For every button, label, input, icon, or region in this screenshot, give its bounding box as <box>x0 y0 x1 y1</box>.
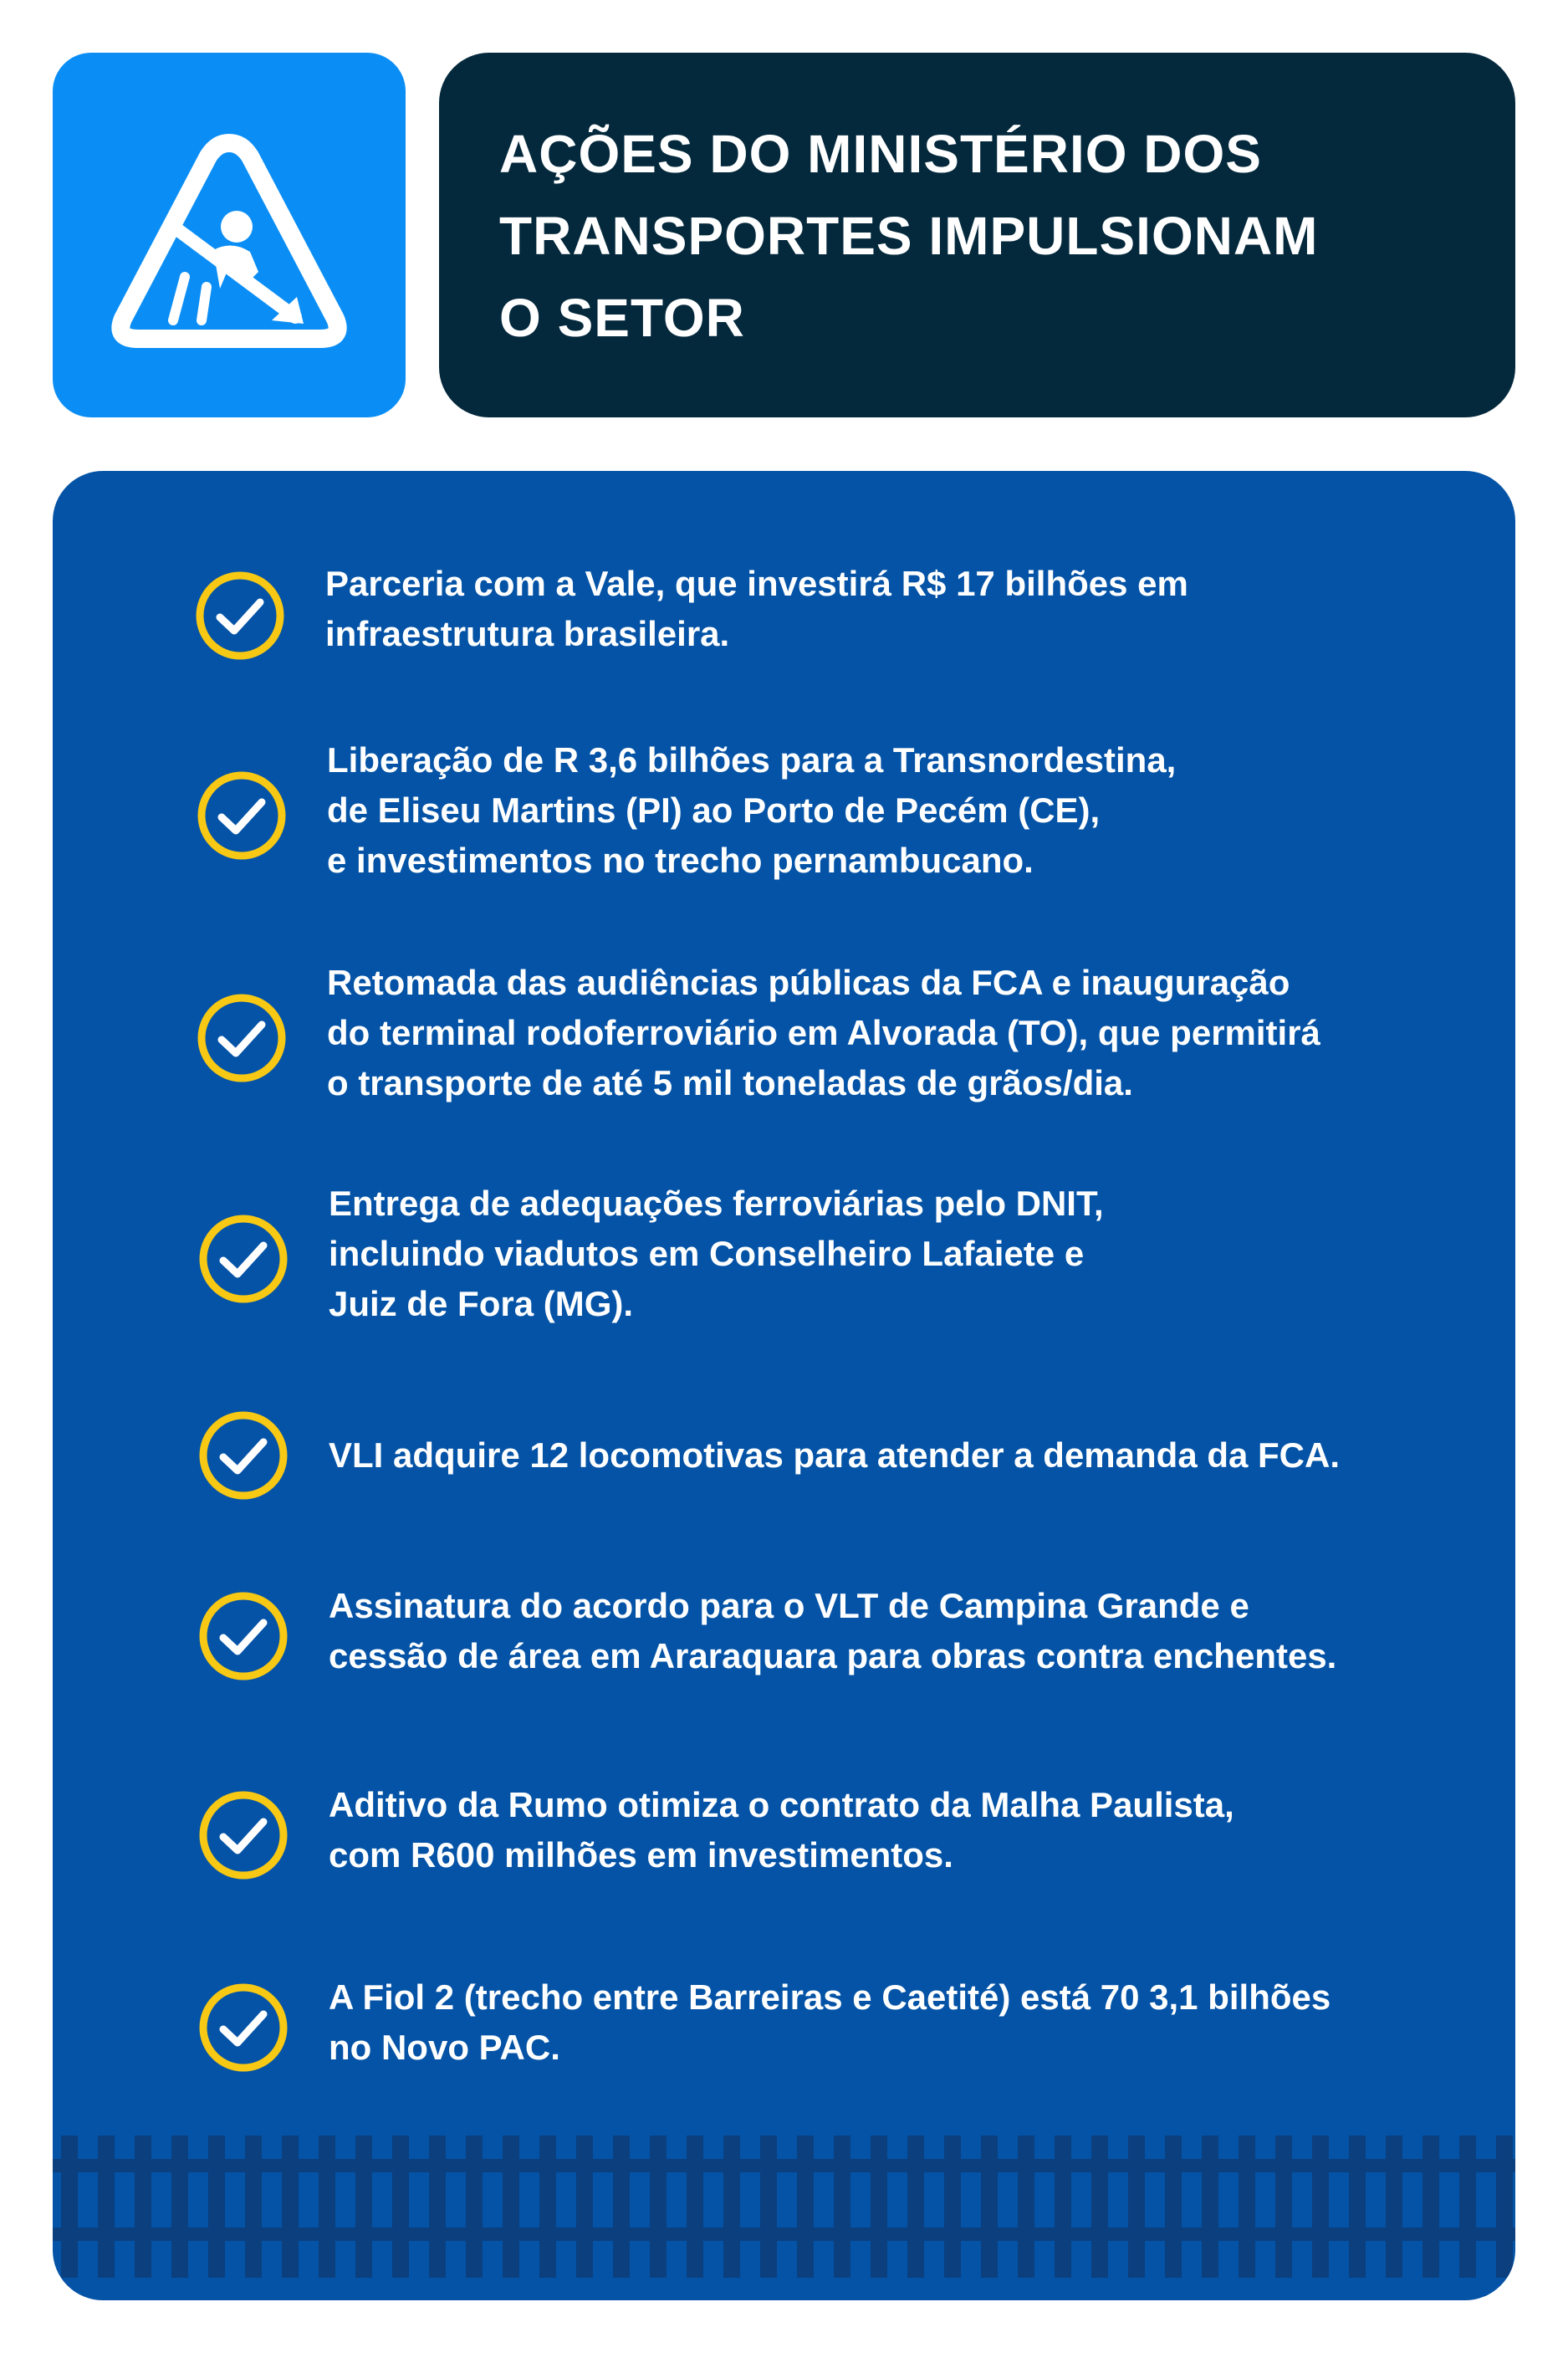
railway-tie <box>650 2136 667 2278</box>
railway-tie <box>1422 2136 1439 2278</box>
railway-tie <box>1496 2136 1513 2278</box>
railway-tie <box>687 2136 703 2278</box>
railway-tie <box>319 2136 335 2278</box>
list-item-line: no Novo PAC. <box>329 2028 560 2067</box>
list-item-text <box>327 735 1481 886</box>
railway-tie <box>1055 2136 1071 2278</box>
list-item-line: cessão de área em Araraquara para obras contra enchentes. <box>329 1636 1337 1675</box>
list-item-text <box>329 1780 1483 1880</box>
list-item-line: Retomada das audiências públicas da FCA e inauguração <box>327 963 1290 1002</box>
list-item-line: do terminal rodoferroviário em Alvorada (TO), que permitirá <box>327 1013 1320 1052</box>
page-title-line: O SETOR <box>499 288 745 348</box>
check-circle-icon <box>197 1409 290 1502</box>
railway-tie <box>613 2136 630 2278</box>
list-item-line: Parceria com a Vale, que investirá R$ 17 bilhões em <box>325 564 1188 603</box>
railway-tie <box>1386 2136 1402 2278</box>
list-item-line: de Eliseu Martins (PI) ao Porto de Pecém (CE), <box>327 790 1101 830</box>
railway-tie <box>539 2136 556 2278</box>
list-item-line: Assinatura do acordo para o VLT de Campina Grande e <box>329 1586 1249 1625</box>
list-item-text <box>329 1430 1483 1481</box>
railway-tie <box>1239 2136 1255 2278</box>
railway-tie <box>760 2136 777 2278</box>
railway-tie <box>503 2136 519 2278</box>
railway-tie <box>208 2136 225 2278</box>
railway-tie <box>1275 2136 1292 2278</box>
list-item-line: A Fiol 2 (trecho entre Barreiras e Caetité) está 70 3,1 bilhões <box>329 1977 1331 2017</box>
list-item-line: Entrega de adequações ferroviárias pelo DNIT, <box>329 1184 1104 1223</box>
railway-tie <box>1165 2136 1182 2278</box>
railway-tie <box>466 2136 483 2278</box>
check-circle-icon <box>197 1981 290 2074</box>
list-item-line: Juiz de Fora (MG). <box>329 1284 634 1323</box>
railway-tie <box>981 2136 998 2278</box>
list-item-text <box>327 958 1481 1108</box>
list-item-line: Liberação de R 3,6 bilhões para a Transnordestina, <box>327 740 1177 780</box>
railway-tie <box>135 2136 151 2278</box>
title-banner <box>439 53 1515 417</box>
railway-tie <box>1091 2136 1108 2278</box>
railway-tie <box>98 2136 115 2278</box>
railway-tie <box>1312 2136 1329 2278</box>
railway-tie <box>723 2136 740 2278</box>
check-circle-icon <box>197 1788 290 1882</box>
railway-tie <box>392 2136 409 2278</box>
list-item-text <box>329 1581 1483 1681</box>
railway-tie <box>1459 2136 1476 2278</box>
railway-tie <box>1018 2136 1034 2278</box>
railway-tie <box>907 2136 924 2278</box>
railway-tie <box>834 2136 850 2278</box>
railway-tie <box>1202 2136 1218 2278</box>
list-item-line: e investimentos no trecho pernambucano. <box>327 841 1034 880</box>
check-circle-icon <box>195 769 289 862</box>
railway-tie <box>944 2136 961 2278</box>
list-item-line: VLI adquire 12 locomotivas para atender a demanda da FCA. <box>329 1435 1341 1475</box>
railway-tie <box>1349 2136 1366 2278</box>
check-circle-icon <box>195 991 289 1085</box>
check-circle-icon <box>193 569 287 662</box>
list-item-line: o transporte de até 5 mil toneladas de grãos/dia. <box>327 1063 1133 1102</box>
list-item-text <box>329 1972 1483 2073</box>
page-title-line: TRANSPORTES IMPULSIONAM <box>499 206 1319 266</box>
list-item-line: Aditivo da Rumo otimiza o contrato da Malha Paulista, <box>329 1785 1234 1824</box>
check-circle-icon <box>197 1589 290 1683</box>
actions-panel <box>53 471 1515 2300</box>
road-works-icon-tile <box>53 53 406 417</box>
list-item-line: incluindo viadutos em Conselheiro Lafaiete e <box>329 1234 1085 1273</box>
list-item-text <box>329 1179 1483 1329</box>
railway-tie <box>1128 2136 1145 2278</box>
page-title-line: AÇÕES DO MINISTÉRIO DOS <box>499 124 1262 184</box>
railway-tie <box>245 2136 262 2278</box>
railway-tie <box>171 2136 188 2278</box>
list-item-line: com R600 milhões em investimentos. <box>329 1835 953 1875</box>
railway-track-icon <box>53 2136 1515 2300</box>
railway-tie <box>576 2136 593 2278</box>
road-works-icon <box>53 53 406 417</box>
railway-tie <box>355 2136 372 2278</box>
check-circle-icon <box>197 1212 290 1306</box>
list-item-text <box>325 559 1479 659</box>
railway-tie <box>429 2136 446 2278</box>
railway-tie <box>61 2136 78 2278</box>
railway-tie <box>797 2136 814 2278</box>
railway-tie <box>282 2136 299 2278</box>
list-item-line: infraestrutura brasileira. <box>325 614 730 653</box>
railway-tie <box>871 2136 887 2278</box>
